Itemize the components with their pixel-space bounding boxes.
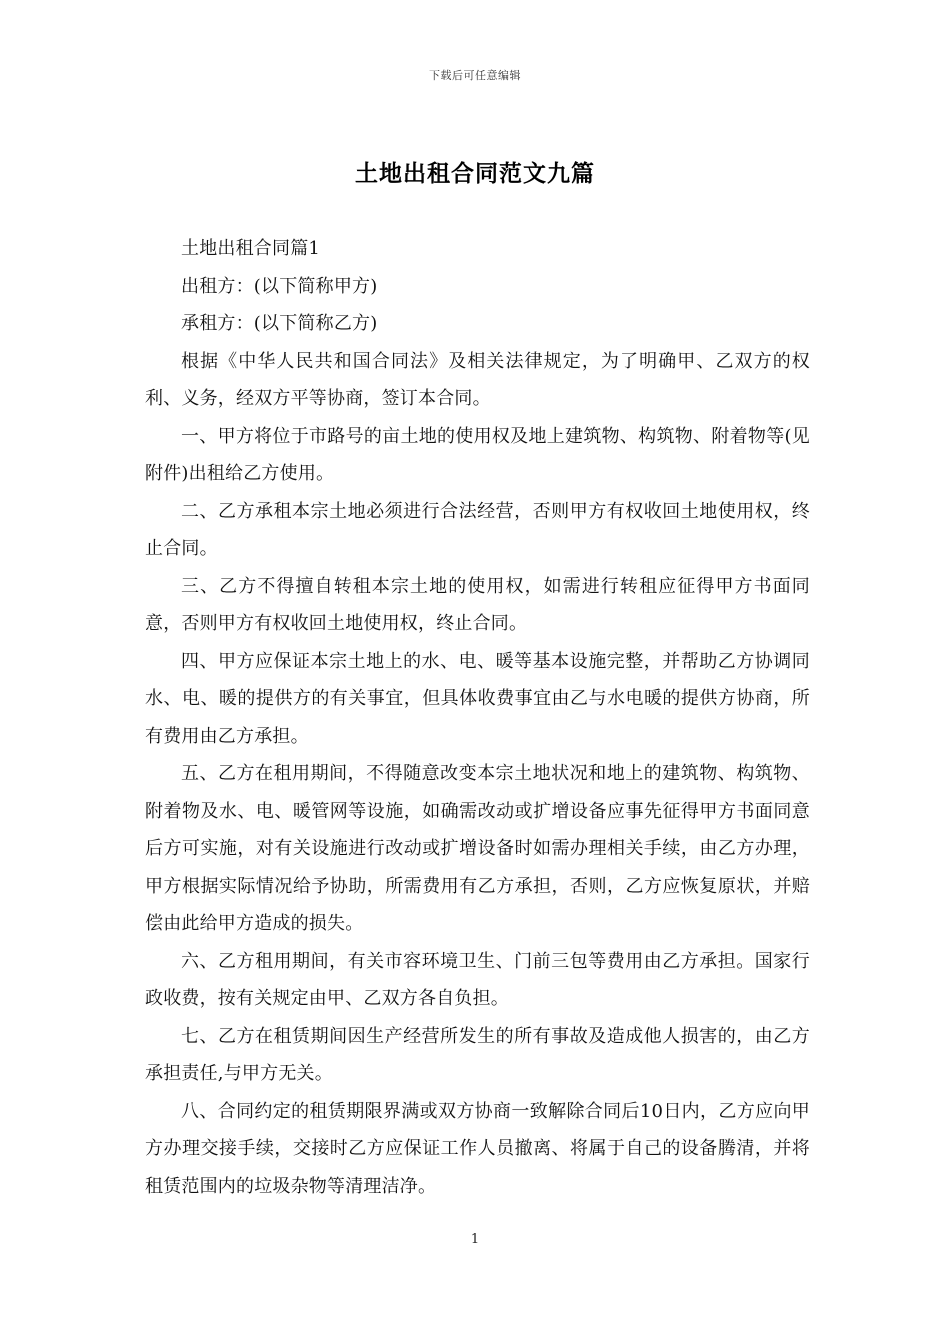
clause-1: 一、甲方将位于市路号的亩土地的使用权及地上建筑物、构筑物、附着物等(见附件)出租给乙方使用。 xyxy=(145,425,810,484)
clause-7: 七、乙方在租赁期间因生产经营所发生的所有事故及造成他人损害的，由乙方承担责任,与甲方无关。 xyxy=(145,1025,810,1084)
lessee-line: 承租方：(以下简称乙方) xyxy=(181,313,378,334)
document-body xyxy=(145,230,810,1205)
clause-6: 六、乙方租用期间，有关市容环境卫生、门前三包等费用由乙方承担。国家行政收费，按有关规定由甲、乙双方各自负担。 xyxy=(145,950,810,1009)
document-title: 土地出租合同范文九篇 xyxy=(355,160,595,187)
clause-2: 二、乙方承租本宗土地必须进行合法经营，否则甲方有权收回土地使用权，终止合同。 xyxy=(145,500,810,559)
clause-5: 五、乙方在租用期间，不得随意改变本宗土地状况和地上的建筑物、构筑物、附着物及水、电、暖管网等设施，如确需改动或扩增设备应事先征得甲方书面同意后方可实施，对有关设施进行改动或扩增设备时如需办理相关手续，由乙方办理，甲方根据实际情况给予协助，所需费用有乙方承担，否则，乙方应恢复原状，并赔偿由此给甲方造成的损失。 xyxy=(145,763,810,934)
clause-3: 三、乙方不得擅自转租本宗土地的使用权，如需进行转租应征得甲方书面同意，否则甲方有权收回土地使用权，终止合同。 xyxy=(145,575,810,634)
page-number: 1 xyxy=(470,1232,480,1247)
clause-8: 八、合同约定的租赁期限界满或双方协商一致解除合同后10日内，乙方应向甲方办理交接手续，交接时乙方应保证工作人员撤离、将属于自己的设备腾清，并将租赁范围内的垃圾杂物等清理洁净。 xyxy=(145,1100,810,1197)
clause-4: 四、甲方应保证本宗土地上的水、电、暖等基本设施完整，并帮助乙方协调同水、电、暖的提供方的有关事宜，但具体收费事宜由乙与水电暖的提供方协商，所有费用由乙方承担。 xyxy=(145,650,810,747)
section-heading: 土地出租合同篇1 xyxy=(181,238,321,259)
preamble-paragraph: 根据《中华人民共和国合同法》及相关法律规定，为了明确甲、乙双方的权利、义务，经双方平等协商，签订本合同。 xyxy=(145,350,810,409)
page-header-note: 下载后可任意编辑 xyxy=(429,69,521,82)
lessor-line: 出租方：(以下简称甲方) xyxy=(181,275,378,297)
